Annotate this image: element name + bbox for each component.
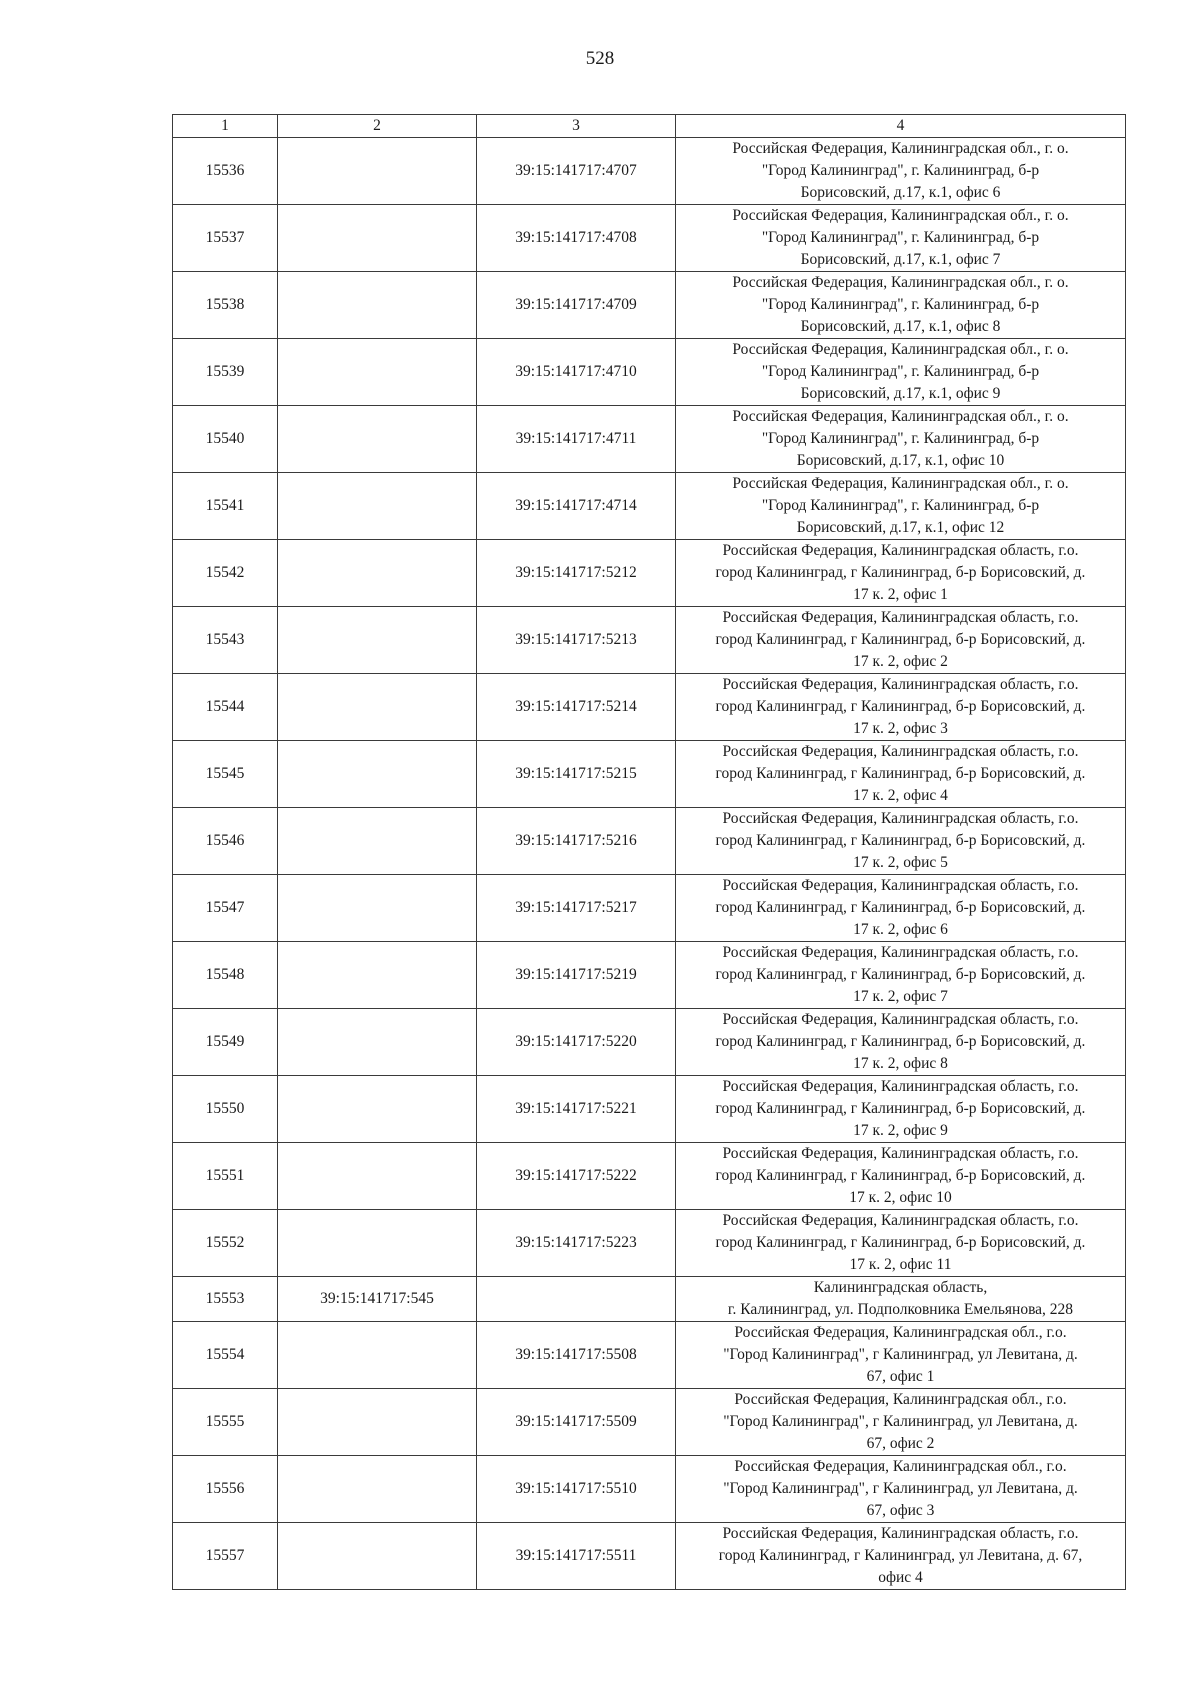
address-line: "Город Калининград", г. Калининград, б-р — [761, 363, 1040, 380]
address-cell — [676, 1456, 1126, 1523]
table-row — [173, 942, 1126, 1009]
address-cell — [676, 741, 1126, 808]
address-line: город Калининград, г Калининград, б-р Борисовский, д. — [715, 1234, 1086, 1251]
row-number-cell: 15539 — [173, 339, 278, 406]
row-number-cell: 15555 — [173, 1389, 278, 1456]
address-line: Российская Федерация, Калининградская область, г.о. — [722, 1525, 1079, 1542]
column-2-cell — [278, 339, 477, 406]
column-2-cell — [278, 808, 477, 875]
column-2-cell — [278, 272, 477, 339]
row-number-cell: 15554 — [173, 1322, 278, 1389]
address-line: город Калининград, г Калининград, б-р Борисовский, д. — [715, 832, 1086, 849]
address-line: "Город Калининград", г. Калининград, б-р — [761, 229, 1040, 246]
address-line: 67, офис 1 — [866, 1368, 935, 1385]
column-3-cell: 39:15:141717:5220 — [477, 1009, 676, 1076]
row-number-cell: 15537 — [173, 205, 278, 272]
address-cell — [676, 607, 1126, 674]
address-line: Российская Федерация, Калининградская область, г.о. — [722, 1011, 1079, 1028]
address-line: Российская Федерация, Калининградская обл., г.о. — [734, 1458, 1067, 1475]
column-2-cell — [278, 138, 477, 205]
address-line: "Город Калининград", г. Калининград, б-р — [761, 296, 1040, 313]
address-line: 17 к. 2, офис 4 — [853, 787, 948, 804]
column-3-cell: 39:15:141717:4714 — [477, 473, 676, 540]
address-cell — [676, 808, 1126, 875]
address-line: 17 к. 2, офис 3 — [853, 720, 948, 737]
address-line: Калининградская область, — [813, 1279, 988, 1296]
row-number-cell: 15545 — [173, 741, 278, 808]
column-3-cell: 39:15:141717:5214 — [477, 674, 676, 741]
address-line: Российская Федерация, Калининградская область, г.о. — [722, 1212, 1079, 1229]
address-line: город Калининград, г Калининград, б-р Борисовский, д. — [715, 966, 1086, 983]
row-number-cell: 15542 — [173, 540, 278, 607]
column-2-cell — [278, 875, 477, 942]
table-row — [173, 473, 1126, 540]
address-line: 17 к. 2, офис 11 — [849, 1256, 952, 1273]
address-cell — [676, 1076, 1126, 1143]
column-3-cell: 39:15:141717:5216 — [477, 808, 676, 875]
address-line: Российская Федерация, Калининградская область, г.о. — [722, 609, 1079, 626]
column-header-2: 2 — [278, 115, 477, 138]
row-number-cell: 15544 — [173, 674, 278, 741]
column-3-cell: 39:15:141717:5213 — [477, 607, 676, 674]
address-line: Российская Федерация, Калининградская обл., г.о. — [734, 1324, 1067, 1341]
row-number-cell: 15553 — [173, 1277, 278, 1322]
table-row — [173, 1210, 1126, 1277]
address-cell — [676, 674, 1126, 741]
row-number-cell: 15541 — [173, 473, 278, 540]
address-line: Российская Федерация, Калининградская обл., г. о. — [732, 207, 1069, 224]
address-cell — [676, 1009, 1126, 1076]
address-line: город Калининград, г Калининград, б-р Борисовский, д. — [715, 564, 1086, 581]
address-line: "Город Калининград", г. Калининград, б-р — [761, 162, 1040, 179]
column-2-cell — [278, 1456, 477, 1523]
address-line: 17 к. 2, офис 6 — [853, 921, 948, 938]
column-2-cell — [278, 540, 477, 607]
address-line: Российская Федерация, Калининградская область, г.о. — [722, 877, 1079, 894]
table-row — [173, 808, 1126, 875]
address-line: 17 к. 2, офис 7 — [853, 988, 948, 1005]
table-row — [173, 540, 1126, 607]
address-line: 17 к. 2, офис 9 — [853, 1122, 948, 1139]
address-cell — [676, 339, 1126, 406]
table-row — [173, 138, 1126, 205]
table-row — [173, 1523, 1126, 1590]
address-cell — [676, 406, 1126, 473]
address-line: Российская Федерация, Калининградская обл., г.о. — [734, 1391, 1067, 1408]
address-line: "Город Калининград", г Калининград, ул Левитана, д. — [723, 1346, 1078, 1363]
address-line: город Калининград, г Калининград, б-р Борисовский, д. — [715, 1100, 1086, 1117]
address-line: Российская Федерация, Калининградская область, г.о. — [722, 944, 1079, 961]
address-line: офис 4 — [878, 1569, 923, 1586]
column-3-cell — [477, 1277, 676, 1322]
row-number-cell: 15556 — [173, 1456, 278, 1523]
address-cell — [676, 1143, 1126, 1210]
address-line: "Город Калининград", г. Калининград, б-р — [761, 497, 1040, 514]
table-body — [173, 138, 1126, 1590]
address-line: город Калининград, г Калининград, б-р Борисовский, д. — [715, 631, 1086, 648]
column-header-3: 3 — [477, 115, 676, 138]
address-line: Борисовский, д.17, к.1, офис 7 — [800, 251, 1001, 268]
address-line: Российская Федерация, Калининградская область, г.о. — [722, 542, 1079, 559]
column-2-cell — [278, 1389, 477, 1456]
column-2-cell: 39:15:141717:545 — [278, 1277, 477, 1322]
address-cell — [676, 138, 1126, 205]
address-line: 17 к. 2, офис 5 — [853, 854, 948, 871]
table-row — [173, 1389, 1126, 1456]
table-row — [173, 272, 1126, 339]
row-number-cell: 15550 — [173, 1076, 278, 1143]
address-line: город Калининград, г Калининград, б-р Борисовский, д. — [715, 765, 1086, 782]
column-3-cell: 39:15:141717:5222 — [477, 1143, 676, 1210]
row-number-cell: 15551 — [173, 1143, 278, 1210]
address-line: "Город Калининград", г Калининград, ул Левитана, д. — [723, 1480, 1078, 1497]
table-row — [173, 875, 1126, 942]
column-3-cell: 39:15:141717:5509 — [477, 1389, 676, 1456]
address-line: 17 к. 2, офис 8 — [853, 1055, 948, 1072]
address-cell — [676, 205, 1126, 272]
address-line: Борисовский, д.17, к.1, офис 10 — [796, 452, 1005, 469]
page-number: 528 — [585, 48, 615, 69]
address-cell — [676, 942, 1126, 1009]
column-2-cell — [278, 607, 477, 674]
address-cell — [676, 272, 1126, 339]
address-line: Борисовский, д.17, к.1, офис 9 — [800, 385, 1001, 402]
column-3-cell: 39:15:141717:4710 — [477, 339, 676, 406]
address-line: 17 к. 2, офис 1 — [853, 586, 948, 603]
address-line: 17 к. 2, офис 2 — [853, 653, 948, 670]
row-number-cell: 15548 — [173, 942, 278, 1009]
column-3-cell: 39:15:141717:4707 — [477, 138, 676, 205]
address-line: Борисовский, д.17, к.1, офис 12 — [796, 519, 1005, 536]
table-row — [173, 1143, 1126, 1210]
column-3-cell: 39:15:141717:5511 — [477, 1523, 676, 1590]
address-line: г. Калининград, ул. Подполковника Емельянова, 228 — [727, 1301, 1074, 1318]
column-3-cell: 39:15:141717:5508 — [477, 1322, 676, 1389]
table-row — [173, 1456, 1126, 1523]
address-line: "Город Калининград", г Калининград, ул Левитана, д. — [723, 1413, 1078, 1430]
address-line: Российская Федерация, Калининградская обл., г. о. — [732, 408, 1069, 425]
row-number-cell: 15552 — [173, 1210, 278, 1277]
row-number-cell: 15543 — [173, 607, 278, 674]
address-line: город Калининград, г Калининград, б-р Борисовский, д. — [715, 698, 1086, 715]
row-number-cell: 15547 — [173, 875, 278, 942]
column-3-cell: 39:15:141717:4709 — [477, 272, 676, 339]
column-2-cell — [278, 406, 477, 473]
address-line: Российская Федерация, Калининградская область, г.о. — [722, 810, 1079, 827]
row-number-cell: 15536 — [173, 138, 278, 205]
row-number-cell: 15549 — [173, 1009, 278, 1076]
address-line: Российская Федерация, Калининградская обл., г. о. — [732, 274, 1069, 291]
address-line: город Калининград, г Калининград, б-р Борисовский, д. — [715, 899, 1086, 916]
column-header-4: 4 — [676, 115, 1126, 138]
address-line: Российская Федерация, Калининградская обл., г. о. — [732, 475, 1069, 492]
column-3-cell: 39:15:141717:4711 — [477, 406, 676, 473]
address-line: Борисовский, д.17, к.1, офис 8 — [800, 318, 1001, 335]
column-2-cell — [278, 1076, 477, 1143]
row-number-cell: 15557 — [173, 1523, 278, 1590]
column-2-cell — [278, 674, 477, 741]
address-line: 17 к. 2, офис 10 — [849, 1189, 952, 1206]
address-line: Российская Федерация, Калининградская обл., г. о. — [732, 140, 1069, 157]
address-line: Российская Федерация, Калининградская область, г.о. — [722, 676, 1079, 693]
column-3-cell: 39:15:141717:5215 — [477, 741, 676, 808]
column-3-cell: 39:15:141717:5510 — [477, 1456, 676, 1523]
table-row — [173, 1277, 1126, 1322]
address-cell — [676, 1523, 1126, 1590]
table-row — [173, 1322, 1126, 1389]
column-2-cell — [278, 1009, 477, 1076]
address-line: Российская Федерация, Калининградская область, г.о. — [722, 743, 1079, 760]
table-row — [173, 741, 1126, 808]
address-cell — [676, 1322, 1126, 1389]
column-2-cell — [278, 205, 477, 272]
table-row — [173, 1009, 1126, 1076]
column-2-cell — [278, 942, 477, 1009]
address-line: Российская Федерация, Калининградская область, г.о. — [722, 1078, 1079, 1095]
address-line: город Калининград, г Калининград, б-р Борисовский, д. — [715, 1167, 1086, 1184]
column-3-cell: 39:15:141717:5217 — [477, 875, 676, 942]
column-2-cell — [278, 1210, 477, 1277]
table-row — [173, 1076, 1126, 1143]
address-line: Борисовский, д.17, к.1, офис 6 — [800, 184, 1001, 201]
column-3-cell: 39:15:141717:5223 — [477, 1210, 676, 1277]
address-line: Российская Федерация, Калининградская область, г.о. — [722, 1145, 1079, 1162]
table-row — [173, 406, 1126, 473]
column-3-cell: 39:15:141717:5221 — [477, 1076, 676, 1143]
column-2-cell — [278, 1322, 477, 1389]
address-cell — [676, 875, 1126, 942]
header-row — [173, 115, 1126, 138]
table-row — [173, 205, 1126, 272]
table-row — [173, 607, 1126, 674]
address-cell — [676, 1389, 1126, 1456]
address-line: "Город Калининград", г. Калининград, б-р — [761, 430, 1040, 447]
column-2-cell — [278, 473, 477, 540]
row-number-cell: 15546 — [173, 808, 278, 875]
address-cell — [676, 1277, 1126, 1322]
column-3-cell: 39:15:141717:5219 — [477, 942, 676, 1009]
address-line: 67, офис 2 — [866, 1435, 935, 1452]
column-header-1: 1 — [173, 115, 278, 138]
registry-table — [172, 114, 1126, 1590]
address-line: город Калининград, г Калининград, б-р Борисовский, д. — [715, 1033, 1086, 1050]
column-2-cell — [278, 1143, 477, 1210]
address-cell — [676, 540, 1126, 607]
address-line: Российская Федерация, Калининградская обл., г. о. — [732, 341, 1069, 358]
column-3-cell: 39:15:141717:4708 — [477, 205, 676, 272]
address-line: 67, офис 3 — [866, 1502, 935, 1519]
row-number-cell: 15538 — [173, 272, 278, 339]
column-2-cell — [278, 741, 477, 808]
row-number-cell: 15540 — [173, 406, 278, 473]
table-row — [173, 339, 1126, 406]
column-3-cell: 39:15:141717:5212 — [477, 540, 676, 607]
address-cell — [676, 1210, 1126, 1277]
address-cell — [676, 473, 1126, 540]
table-row — [173, 674, 1126, 741]
address-line: город Калининград, г Калининград, ул Левитана, д. 67, — [718, 1547, 1083, 1564]
column-2-cell — [278, 1523, 477, 1590]
